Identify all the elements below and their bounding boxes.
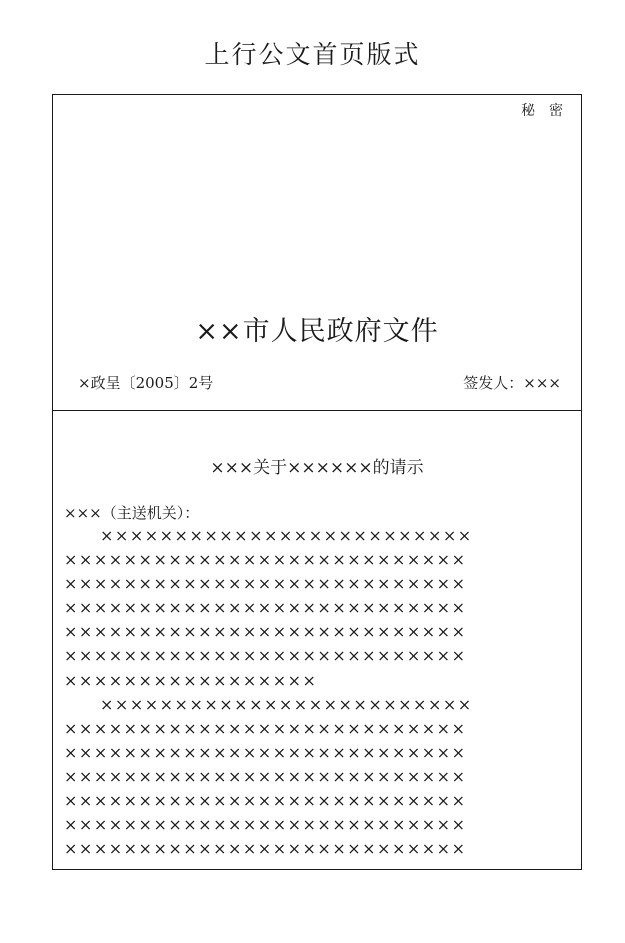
- paragraph-line: ×××××××××××××××××××××××××××: [64, 742, 467, 762]
- paragraph-line: ×××××××××××××××××××××××××××: [64, 646, 467, 666]
- paragraph-line: ×××××××××××××××××××××××××××: [64, 791, 467, 811]
- paragraph-line: ×××××××××××××××××××××××××××: [64, 766, 467, 786]
- paragraph-line: ×××××××××××××××××××××××××××: [64, 598, 467, 618]
- document-number: ×政呈〔2005〕2号: [78, 374, 214, 392]
- paragraph-line: ×××××××××××××××××××××××××: [100, 526, 473, 545]
- paragraph-line: ×××××××××××××××××: [64, 670, 318, 690]
- header-divider: [52, 410, 582, 411]
- paragraph-line: ×××××××××××××××××××××××××××: [64, 815, 467, 835]
- page-heading: 上行公文首页版式: [204, 40, 421, 69]
- body-text: [64, 524, 576, 861]
- document-title: ×××关于××××××的请示: [210, 458, 424, 478]
- addressee: ×××（主送机关）：: [64, 504, 200, 522]
- paragraph-2: [64, 693, 576, 862]
- paragraph-1: [64, 524, 576, 693]
- paragraph-line: ×××××××××××××××××××××××××××: [64, 622, 467, 642]
- paragraph-line: ×××××××××××××××××××××××××××: [64, 550, 467, 570]
- issuing-organization-title: ××市人民政府文件: [195, 316, 439, 347]
- paragraph-line: ×××××××××××××××××××××××××××: [64, 839, 467, 859]
- security-level: 秘密: [521, 103, 577, 119]
- paragraph-line: ×××××××××××××××××××××××××××: [64, 574, 467, 594]
- paragraph-line: ×××××××××××××××××××××××××: [100, 694, 473, 714]
- paragraph-line: ×××××××××××××××××××××××××××: [64, 718, 467, 738]
- signer: 签发人：×××: [463, 374, 561, 392]
